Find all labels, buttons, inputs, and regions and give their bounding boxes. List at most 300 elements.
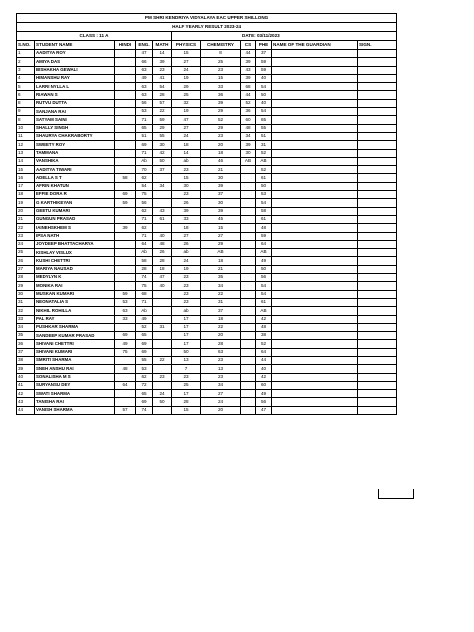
sign-cell xyxy=(358,224,397,232)
hindi-cell xyxy=(115,373,136,381)
cs-cell xyxy=(241,406,256,414)
english-cell: 65 xyxy=(136,390,153,398)
english-cell: 62 xyxy=(136,373,153,381)
cs-cell xyxy=(241,365,256,373)
table-row xyxy=(17,50,397,58)
guardian-name-cell xyxy=(272,182,358,190)
english-cell: Ab xyxy=(136,157,153,165)
table-row xyxy=(17,365,397,373)
guardian-name-cell xyxy=(272,91,358,99)
table-row xyxy=(17,191,397,199)
phe-cell: 54 xyxy=(256,108,272,116)
guardian-name-cell xyxy=(272,290,358,298)
table-row xyxy=(17,215,397,223)
student-name-cell: SWEETY ROY xyxy=(35,141,115,149)
phe-cell: 54 xyxy=(256,199,272,207)
physics-cell: 32 xyxy=(172,99,201,107)
hindi-cell: 63 xyxy=(115,307,136,315)
phe-cell: 47 xyxy=(256,406,272,414)
cs-cell xyxy=(241,191,256,199)
hindi-cell xyxy=(115,166,136,174)
sno-cell: 38 xyxy=(17,356,35,364)
math-cell xyxy=(153,307,172,315)
english-cell: 58 xyxy=(136,257,153,265)
student-name-cell: SHIVANI CHETTRI xyxy=(35,340,115,348)
sign-cell xyxy=(358,249,397,257)
physics-cell: 23 xyxy=(172,298,201,306)
math-cell: 50 xyxy=(153,157,172,165)
table-row xyxy=(17,348,397,356)
guardian-name-cell xyxy=(272,108,358,116)
english-cell: 51 xyxy=(136,132,153,140)
table-row xyxy=(17,232,397,240)
guardian-name-cell xyxy=(272,332,358,340)
cs-cell xyxy=(241,240,256,248)
cs-cell: 52 xyxy=(241,99,256,107)
guardian-name-cell xyxy=(272,257,358,265)
chemistry-cell: 27 xyxy=(201,232,241,240)
guardian-name-cell xyxy=(272,265,358,273)
english-cell: 62 xyxy=(136,207,153,215)
english-cell: 68 xyxy=(136,290,153,298)
sign-cell xyxy=(358,157,397,165)
math-cell: 40 xyxy=(153,232,172,240)
math-cell: 50 xyxy=(153,398,172,406)
hindi-cell: 48 xyxy=(115,365,136,373)
hindi-cell xyxy=(115,232,136,240)
cs-cell xyxy=(241,390,256,398)
table-row xyxy=(17,398,397,406)
math-cell: 30 xyxy=(153,141,172,149)
math-cell: 47 xyxy=(153,274,172,282)
sno-cell: 34 xyxy=(17,323,35,331)
chemistry-cell: 37 xyxy=(201,307,241,315)
math-cell xyxy=(153,340,172,348)
math-cell: 28 xyxy=(153,257,172,265)
physics-cell: ab xyxy=(172,249,201,257)
table-row xyxy=(17,315,397,323)
cs-cell xyxy=(241,332,256,340)
chemistry-cell: 33 xyxy=(201,83,241,91)
guardian-name-cell xyxy=(272,116,358,124)
chemistry-cell: 37 xyxy=(201,191,241,199)
chemistry-cell: 34 xyxy=(201,381,241,389)
cs-cell xyxy=(241,356,256,364)
hindi-cell xyxy=(115,132,136,140)
sign-cell xyxy=(358,307,397,315)
cs-cell xyxy=(241,224,256,232)
guardian-name-cell xyxy=(272,74,358,82)
guardian-name-cell xyxy=(272,340,358,348)
student-name-cell: MONIKA RAI xyxy=(35,282,115,290)
phe-cell: 31 xyxy=(256,141,272,149)
chemistry-cell: 23 xyxy=(201,356,241,364)
sno-cell: 25 xyxy=(17,249,35,257)
math-cell xyxy=(153,365,172,373)
exam-title: HALF YEARLY RESULT 2023-24 xyxy=(17,23,397,32)
physics-cell: 25 xyxy=(172,91,201,99)
sign-cell xyxy=(358,108,397,116)
guardian-name-cell xyxy=(272,323,358,331)
cs-cell xyxy=(241,182,256,190)
math-cell: 23 xyxy=(153,373,172,381)
student-name-cell: RUTVU DUTTA xyxy=(35,99,115,107)
phe-cell: 50 xyxy=(256,91,272,99)
table-row xyxy=(17,66,397,74)
math-cell: 54 xyxy=(153,83,172,91)
cs-cell: 68 xyxy=(241,83,256,91)
hindi-cell xyxy=(115,207,136,215)
hindi-cell xyxy=(115,91,136,99)
guardian-name-cell xyxy=(272,406,358,414)
student-name-cell: EFFIE DORA R xyxy=(35,191,115,199)
table-row xyxy=(17,356,397,364)
chemistry-cell: 39 xyxy=(201,207,241,215)
sno-cell: 30 xyxy=(17,290,35,298)
sno-cell: 40 xyxy=(17,373,35,381)
english-cell: 54 xyxy=(136,182,153,190)
student-name-cell: BISHAKHA GEWALI xyxy=(35,66,115,74)
phe-cell: 59 xyxy=(256,232,272,240)
table-row xyxy=(17,307,397,315)
sno-cell: 20 xyxy=(17,207,35,215)
sno-cell: 14 xyxy=(17,157,35,165)
guardian-name-cell xyxy=(272,240,358,248)
math-cell xyxy=(153,199,172,207)
phe-cell: AB xyxy=(256,157,272,165)
physics-cell: 17 xyxy=(172,323,201,331)
sno-cell: 18 xyxy=(17,191,35,199)
hindi-cell xyxy=(115,74,136,82)
sign-cell xyxy=(358,274,397,282)
phe-cell: 48 xyxy=(256,323,272,331)
hindi-cell: 49 xyxy=(115,340,136,348)
sno-cell: 27 xyxy=(17,265,35,273)
result-sheet xyxy=(16,13,396,415)
chemistry-cell: 39 xyxy=(201,182,241,190)
table-row xyxy=(17,240,397,248)
table-row xyxy=(17,199,397,207)
chemistry-cell: 18 xyxy=(201,257,241,265)
cs-cell: 43 xyxy=(241,66,256,74)
math-cell xyxy=(153,315,172,323)
phe-cell: 65 xyxy=(256,116,272,124)
physics-cell: 23 xyxy=(172,282,201,290)
phe-cell: 42 xyxy=(256,315,272,323)
hindi-cell xyxy=(115,83,136,91)
english-cell: 65 xyxy=(136,332,153,340)
sno-cell: 19 xyxy=(17,199,35,207)
sign-cell xyxy=(358,141,397,149)
phe-cell: 61 xyxy=(256,174,272,182)
sign-cell xyxy=(358,199,397,207)
table-row xyxy=(17,406,397,414)
student-name-cell: SHAURYA CHAKRABORTY xyxy=(35,132,115,140)
table-row xyxy=(17,141,397,149)
english-cell: 69 xyxy=(136,141,153,149)
student-name-cell: RIAWAN S xyxy=(35,91,115,99)
student-name-cell: SHIVANI KUMARI xyxy=(35,348,115,356)
student-name-cell: LARRI NYLLA L xyxy=(35,83,115,91)
table-row xyxy=(17,91,397,99)
student-name-cell: TANISHA RAI xyxy=(35,398,115,406)
hindi-cell xyxy=(115,66,136,74)
sign-cell xyxy=(358,191,397,199)
sign-cell xyxy=(358,207,397,215)
english-cell: Ab xyxy=(136,249,153,257)
english-cell: 69 xyxy=(136,348,153,356)
cs-cell: AB xyxy=(241,157,256,165)
cs-cell xyxy=(241,232,256,240)
physics-cell: 30 xyxy=(172,182,201,190)
student-name-cell: SWATI SHARMA xyxy=(35,390,115,398)
phe-cell: 54 xyxy=(256,282,272,290)
table-row xyxy=(17,390,397,398)
column-header-row xyxy=(17,41,397,50)
cs-cell xyxy=(241,315,256,323)
physics-cell: 26 xyxy=(172,199,201,207)
table-row xyxy=(17,298,397,306)
student-name-cell: HIMANSHU RAY xyxy=(35,74,115,82)
cs-cell xyxy=(241,174,256,182)
math-cell: 22 xyxy=(153,108,172,116)
hindi-cell xyxy=(115,141,136,149)
sno-cell: 4 xyxy=(17,74,35,82)
math-cell: 29 xyxy=(153,124,172,132)
phe-cell: AB xyxy=(256,249,272,257)
sign-cell xyxy=(358,50,397,58)
chemistry-cell: 21 xyxy=(201,265,241,273)
english-cell: 75 xyxy=(136,282,153,290)
guardian-name-cell xyxy=(272,83,358,91)
hindi-cell xyxy=(115,257,136,265)
guardian-name-cell xyxy=(272,58,358,66)
chemistry-cell: 18 xyxy=(201,315,241,323)
student-name-cell: MUSKAN KUMARI xyxy=(35,290,115,298)
sign-cell xyxy=(358,348,397,356)
physics-cell: 14 xyxy=(172,149,201,157)
sno-cell: 8 xyxy=(17,116,35,124)
sign-cell xyxy=(358,265,397,273)
math-cell: 22 xyxy=(153,356,172,364)
chemistry-cell: 22 xyxy=(201,323,241,331)
physics-cell: 17 xyxy=(172,340,201,348)
cs-cell xyxy=(241,298,256,306)
english-cell: 63 xyxy=(136,91,153,99)
physics-cell: 24 xyxy=(172,132,201,140)
guardian-name-cell xyxy=(272,298,358,306)
student-name-cell: VANISH SHARMA xyxy=(35,406,115,414)
student-name-cell: SANJANA RAI xyxy=(35,108,115,116)
english-cell: 74 xyxy=(136,274,153,282)
guardian-name-cell xyxy=(272,249,358,257)
student-name-cell: PAL RAY xyxy=(35,315,115,323)
physics-cell: 13 xyxy=(172,356,201,364)
sign-cell xyxy=(358,381,397,389)
math-cell: 31 xyxy=(153,323,172,331)
english-cell: 71 xyxy=(136,116,153,124)
student-name-cell: MARIYA NAUSAD xyxy=(35,265,115,273)
hindi-cell xyxy=(115,215,136,223)
math-cell xyxy=(153,298,172,306)
chemistry-cell: 24 xyxy=(201,398,241,406)
math-cell xyxy=(153,332,172,340)
guardian-name-cell xyxy=(272,149,358,157)
physics-cell: 19 xyxy=(172,265,201,273)
physics-cell: 27 xyxy=(172,124,201,132)
cs-cell xyxy=(241,340,256,348)
table-row xyxy=(17,381,397,389)
class-label: CLASS : 11 A xyxy=(17,32,172,41)
chemistry-cell: 18 xyxy=(201,149,241,157)
hindi-cell: 57 xyxy=(115,406,136,414)
sno-cell: 42 xyxy=(17,390,35,398)
column-header-sign: SIGN. xyxy=(358,41,397,50)
sign-cell xyxy=(358,390,397,398)
english-cell: 74 xyxy=(136,406,153,414)
sno-cell: 12 xyxy=(17,141,35,149)
phe-cell: 38 xyxy=(256,332,272,340)
table-row xyxy=(17,207,397,215)
physics-cell: 27 xyxy=(172,58,201,66)
phe-cell: 51 xyxy=(256,132,272,140)
student-name-cell: MEDYLYN K xyxy=(35,274,115,282)
english-cell: 63 xyxy=(136,66,153,74)
english-cell: 69 xyxy=(136,340,153,348)
table-row xyxy=(17,116,397,124)
sno-cell: 2 xyxy=(17,58,35,66)
phe-cell: 55 xyxy=(256,124,272,132)
physics-cell: 17 xyxy=(172,390,201,398)
table-row xyxy=(17,290,397,298)
cs-cell xyxy=(241,274,256,282)
student-name-cell: IPSA NATH xyxy=(35,232,115,240)
sno-cell: 29 xyxy=(17,282,35,290)
sign-cell xyxy=(358,340,397,348)
physics-cell: 47 xyxy=(172,116,201,124)
chemistry-cell: 31 xyxy=(201,298,241,306)
guardian-name-cell xyxy=(272,141,358,149)
cs-cell xyxy=(241,265,256,273)
phe-cell: 53 xyxy=(256,191,272,199)
english-cell: 52 xyxy=(136,323,153,331)
cs-cell xyxy=(241,282,256,290)
sno-cell: 28 xyxy=(17,274,35,282)
hindi-cell xyxy=(115,157,136,165)
physics-cell: 15 xyxy=(172,50,201,58)
chemistry-cell: 23 xyxy=(201,132,241,140)
physics-cell: 17 xyxy=(172,315,201,323)
table-row xyxy=(17,124,397,132)
school-title: PM SHRI KENDRIYA VIDYALAYA EAC UPPER SHILLONG xyxy=(17,14,397,23)
english-cell: 70 xyxy=(136,166,153,174)
student-name-cell: AFRIN KHATUN xyxy=(35,182,115,190)
guardian-name-cell xyxy=(272,174,358,182)
physics-cell: 15 xyxy=(172,174,201,182)
sign-cell xyxy=(358,282,397,290)
physics-cell: 39 xyxy=(172,207,201,215)
phe-cell: 49 xyxy=(256,257,272,265)
physics-cell: 24 xyxy=(172,257,201,265)
sign-cell xyxy=(358,323,397,331)
guardian-name-cell xyxy=(272,381,358,389)
chemistry-cell: 63 xyxy=(201,348,241,356)
sno-cell: 41 xyxy=(17,381,35,389)
physics-cell: 50 xyxy=(172,348,201,356)
chemistry-cell: 21 xyxy=(201,166,241,174)
hindi-cell xyxy=(115,249,136,257)
table-row xyxy=(17,149,397,157)
english-cell: 65 xyxy=(136,124,153,132)
math-cell: 37 xyxy=(153,166,172,174)
guardian-name-cell xyxy=(272,356,358,364)
hindi-cell: 69 xyxy=(115,191,136,199)
physics-cell: 7 xyxy=(172,365,201,373)
chemistry-cell: 30 xyxy=(201,174,241,182)
math-cell: 24 xyxy=(153,390,172,398)
phe-cell: 64 xyxy=(256,348,272,356)
physics-cell: 28 xyxy=(172,398,201,406)
guardian-name-cell xyxy=(272,66,358,74)
column-header-sno: S.NO. xyxy=(17,41,35,50)
table-row xyxy=(17,224,397,232)
sno-cell: 37 xyxy=(17,348,35,356)
phe-cell: 54 xyxy=(256,290,272,298)
math-cell: 39 xyxy=(153,58,172,66)
hindi-cell xyxy=(115,149,136,157)
english-cell: 71 xyxy=(136,215,153,223)
student-name-cell: ADELLA S T xyxy=(35,174,115,182)
hindi-cell: 64 xyxy=(115,381,136,389)
chemistry-cell: 13 xyxy=(201,365,241,373)
sign-cell xyxy=(358,315,397,323)
chemistry-cell: 52 xyxy=(201,116,241,124)
student-name-cell: SMRITI SHARMA xyxy=(35,356,115,364)
phe-cell: 44 xyxy=(256,356,272,364)
english-cell: Ab xyxy=(136,307,153,315)
guardian-name-cell xyxy=(272,157,358,165)
sno-cell: 36 xyxy=(17,340,35,348)
sign-cell xyxy=(358,298,397,306)
english-cell: 66 xyxy=(136,58,153,66)
sno-cell: 22 xyxy=(17,224,35,232)
chemistry-cell: 15 xyxy=(201,74,241,82)
column-header-chemistry: CHEMISTRY xyxy=(201,41,241,50)
physics-cell: 33 xyxy=(172,215,201,223)
guardian-name-cell xyxy=(272,191,358,199)
sign-cell xyxy=(358,149,397,157)
chemistry-cell: 29 xyxy=(201,240,241,248)
english-cell: 62 xyxy=(136,174,153,182)
english-cell: 56 xyxy=(136,199,153,207)
sign-cell xyxy=(358,74,397,82)
sno-cell: 24 xyxy=(17,240,35,248)
english-cell: 64 xyxy=(136,240,153,248)
guardian-name-cell xyxy=(272,307,358,315)
hindi-cell: 39 xyxy=(115,224,136,232)
table-row xyxy=(17,108,397,116)
sno-cell: 17 xyxy=(17,182,35,190)
guardian-name-cell xyxy=(272,207,358,215)
math-cell: 14 xyxy=(153,50,172,58)
sign-cell xyxy=(358,99,397,107)
hindi-cell xyxy=(115,108,136,116)
math-cell xyxy=(153,174,172,182)
phe-cell: 40 xyxy=(256,74,272,82)
sign-cell xyxy=(358,132,397,140)
sno-cell: 10 xyxy=(17,124,35,132)
chemistry-cell: 23 xyxy=(201,373,241,381)
